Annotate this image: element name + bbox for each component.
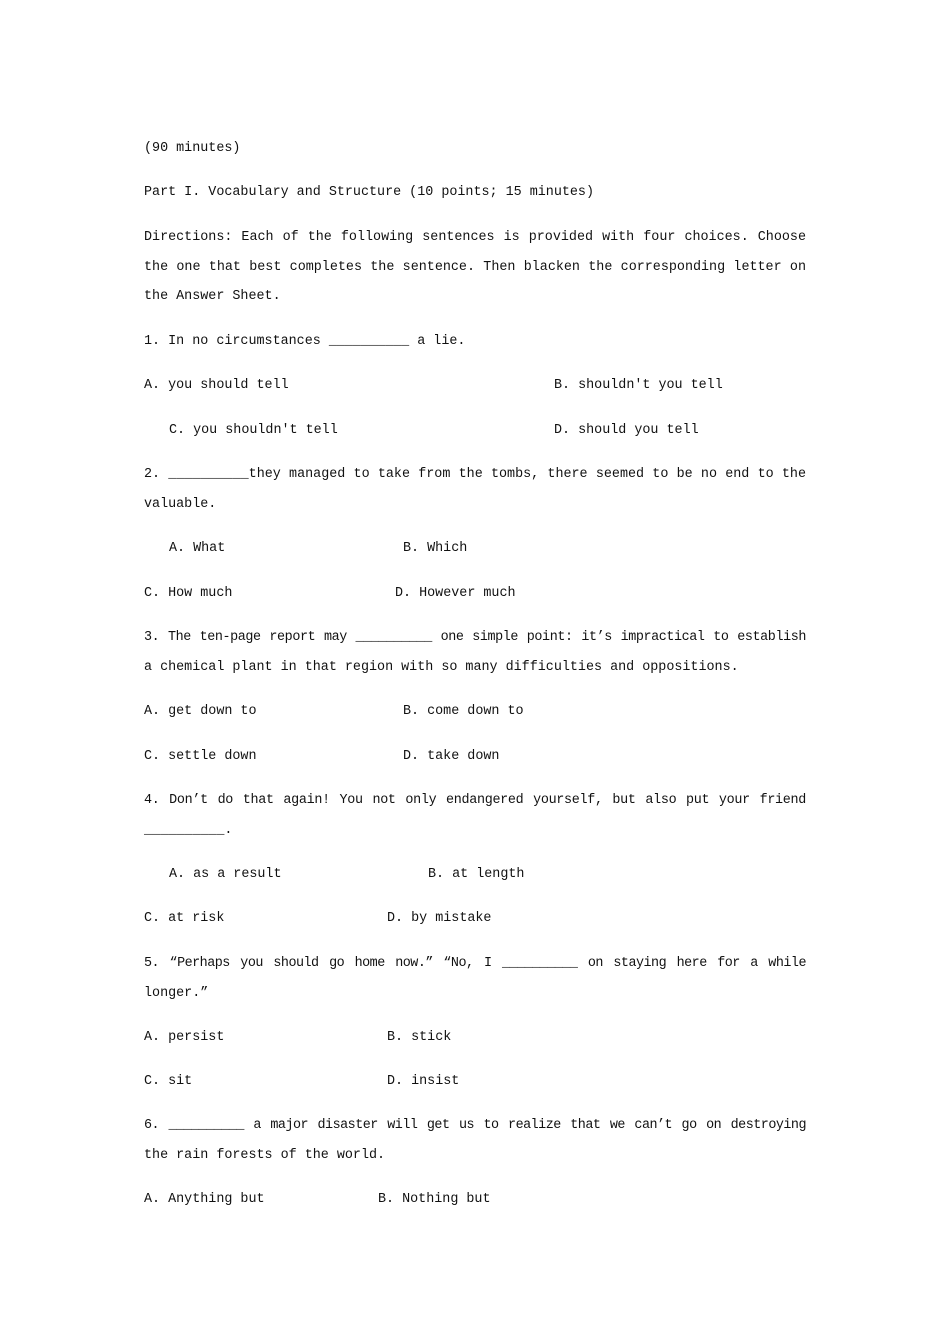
option-a: A. get down to bbox=[144, 704, 257, 719]
option-d: D. by mistake bbox=[387, 911, 492, 926]
option-a: A. persist bbox=[144, 1030, 225, 1045]
option-c: C. sit bbox=[144, 1074, 193, 1089]
question-5-text: longer.” bbox=[144, 986, 209, 1001]
question-1-text: 1. In no circumstances __________ a lie. bbox=[144, 334, 466, 349]
option-d: D. take down bbox=[403, 749, 500, 764]
option-a: A. you should tell bbox=[144, 378, 289, 393]
option-c: C. at risk bbox=[144, 911, 225, 926]
part-title: Part I. Vocabulary and Structure (10 points; 15 minutes) bbox=[144, 185, 594, 200]
exam-duration: (90 minutes) bbox=[144, 141, 241, 156]
option-c: C. you shouldn't tell bbox=[169, 423, 338, 438]
directions-line: Directions: Each of the following sentences is provided with four choices. Choose bbox=[144, 230, 806, 245]
question-4-text: __________. bbox=[144, 823, 233, 838]
option-a: A. Anything but bbox=[144, 1192, 265, 1207]
question-6-text: 6. __________ a major disaster will get us to realize that we can’t go on destroying bbox=[144, 1118, 806, 1133]
option-c: C. How much bbox=[144, 586, 233, 601]
option-d: D. insist bbox=[387, 1074, 460, 1089]
option-c: C. settle down bbox=[144, 749, 257, 764]
question-3-text: 3. The ten-page report may __________ one simple point: it’s impractical to establish bbox=[144, 630, 806, 645]
option-b: B. shouldn't you tell bbox=[554, 378, 723, 393]
option-b: B. Nothing but bbox=[378, 1192, 491, 1207]
question-2-text: 2. __________they managed to take from the tombs, there seemed to be no end to the bbox=[144, 467, 806, 482]
option-a: A. What bbox=[169, 541, 226, 556]
option-d: D. should you tell bbox=[554, 423, 699, 438]
option-b: B. stick bbox=[387, 1030, 452, 1045]
question-4-text: 4. Don’t do that again! You not only endangered yourself, but also put your friend bbox=[144, 793, 806, 808]
directions-line: the Answer Sheet. bbox=[144, 289, 281, 304]
option-a: A. as a result bbox=[169, 867, 282, 882]
question-3-text: a chemical plant in that region with so many difficulties and oppositions. bbox=[144, 660, 739, 675]
option-b: B. Which bbox=[403, 541, 468, 556]
option-b: B. come down to bbox=[403, 704, 524, 719]
question-5-text: 5. “Perhaps you should go home now.” “No, I __________ on staying here for a while bbox=[144, 956, 806, 971]
directions-line: the one that best completes the sentence. Then blacken the corresponding letter on bbox=[144, 260, 806, 275]
question-6-text: the rain forests of the world. bbox=[144, 1148, 386, 1163]
option-b: B. at length bbox=[428, 867, 525, 882]
question-2-text: valuable. bbox=[144, 497, 217, 512]
option-d: D. However much bbox=[395, 586, 516, 601]
